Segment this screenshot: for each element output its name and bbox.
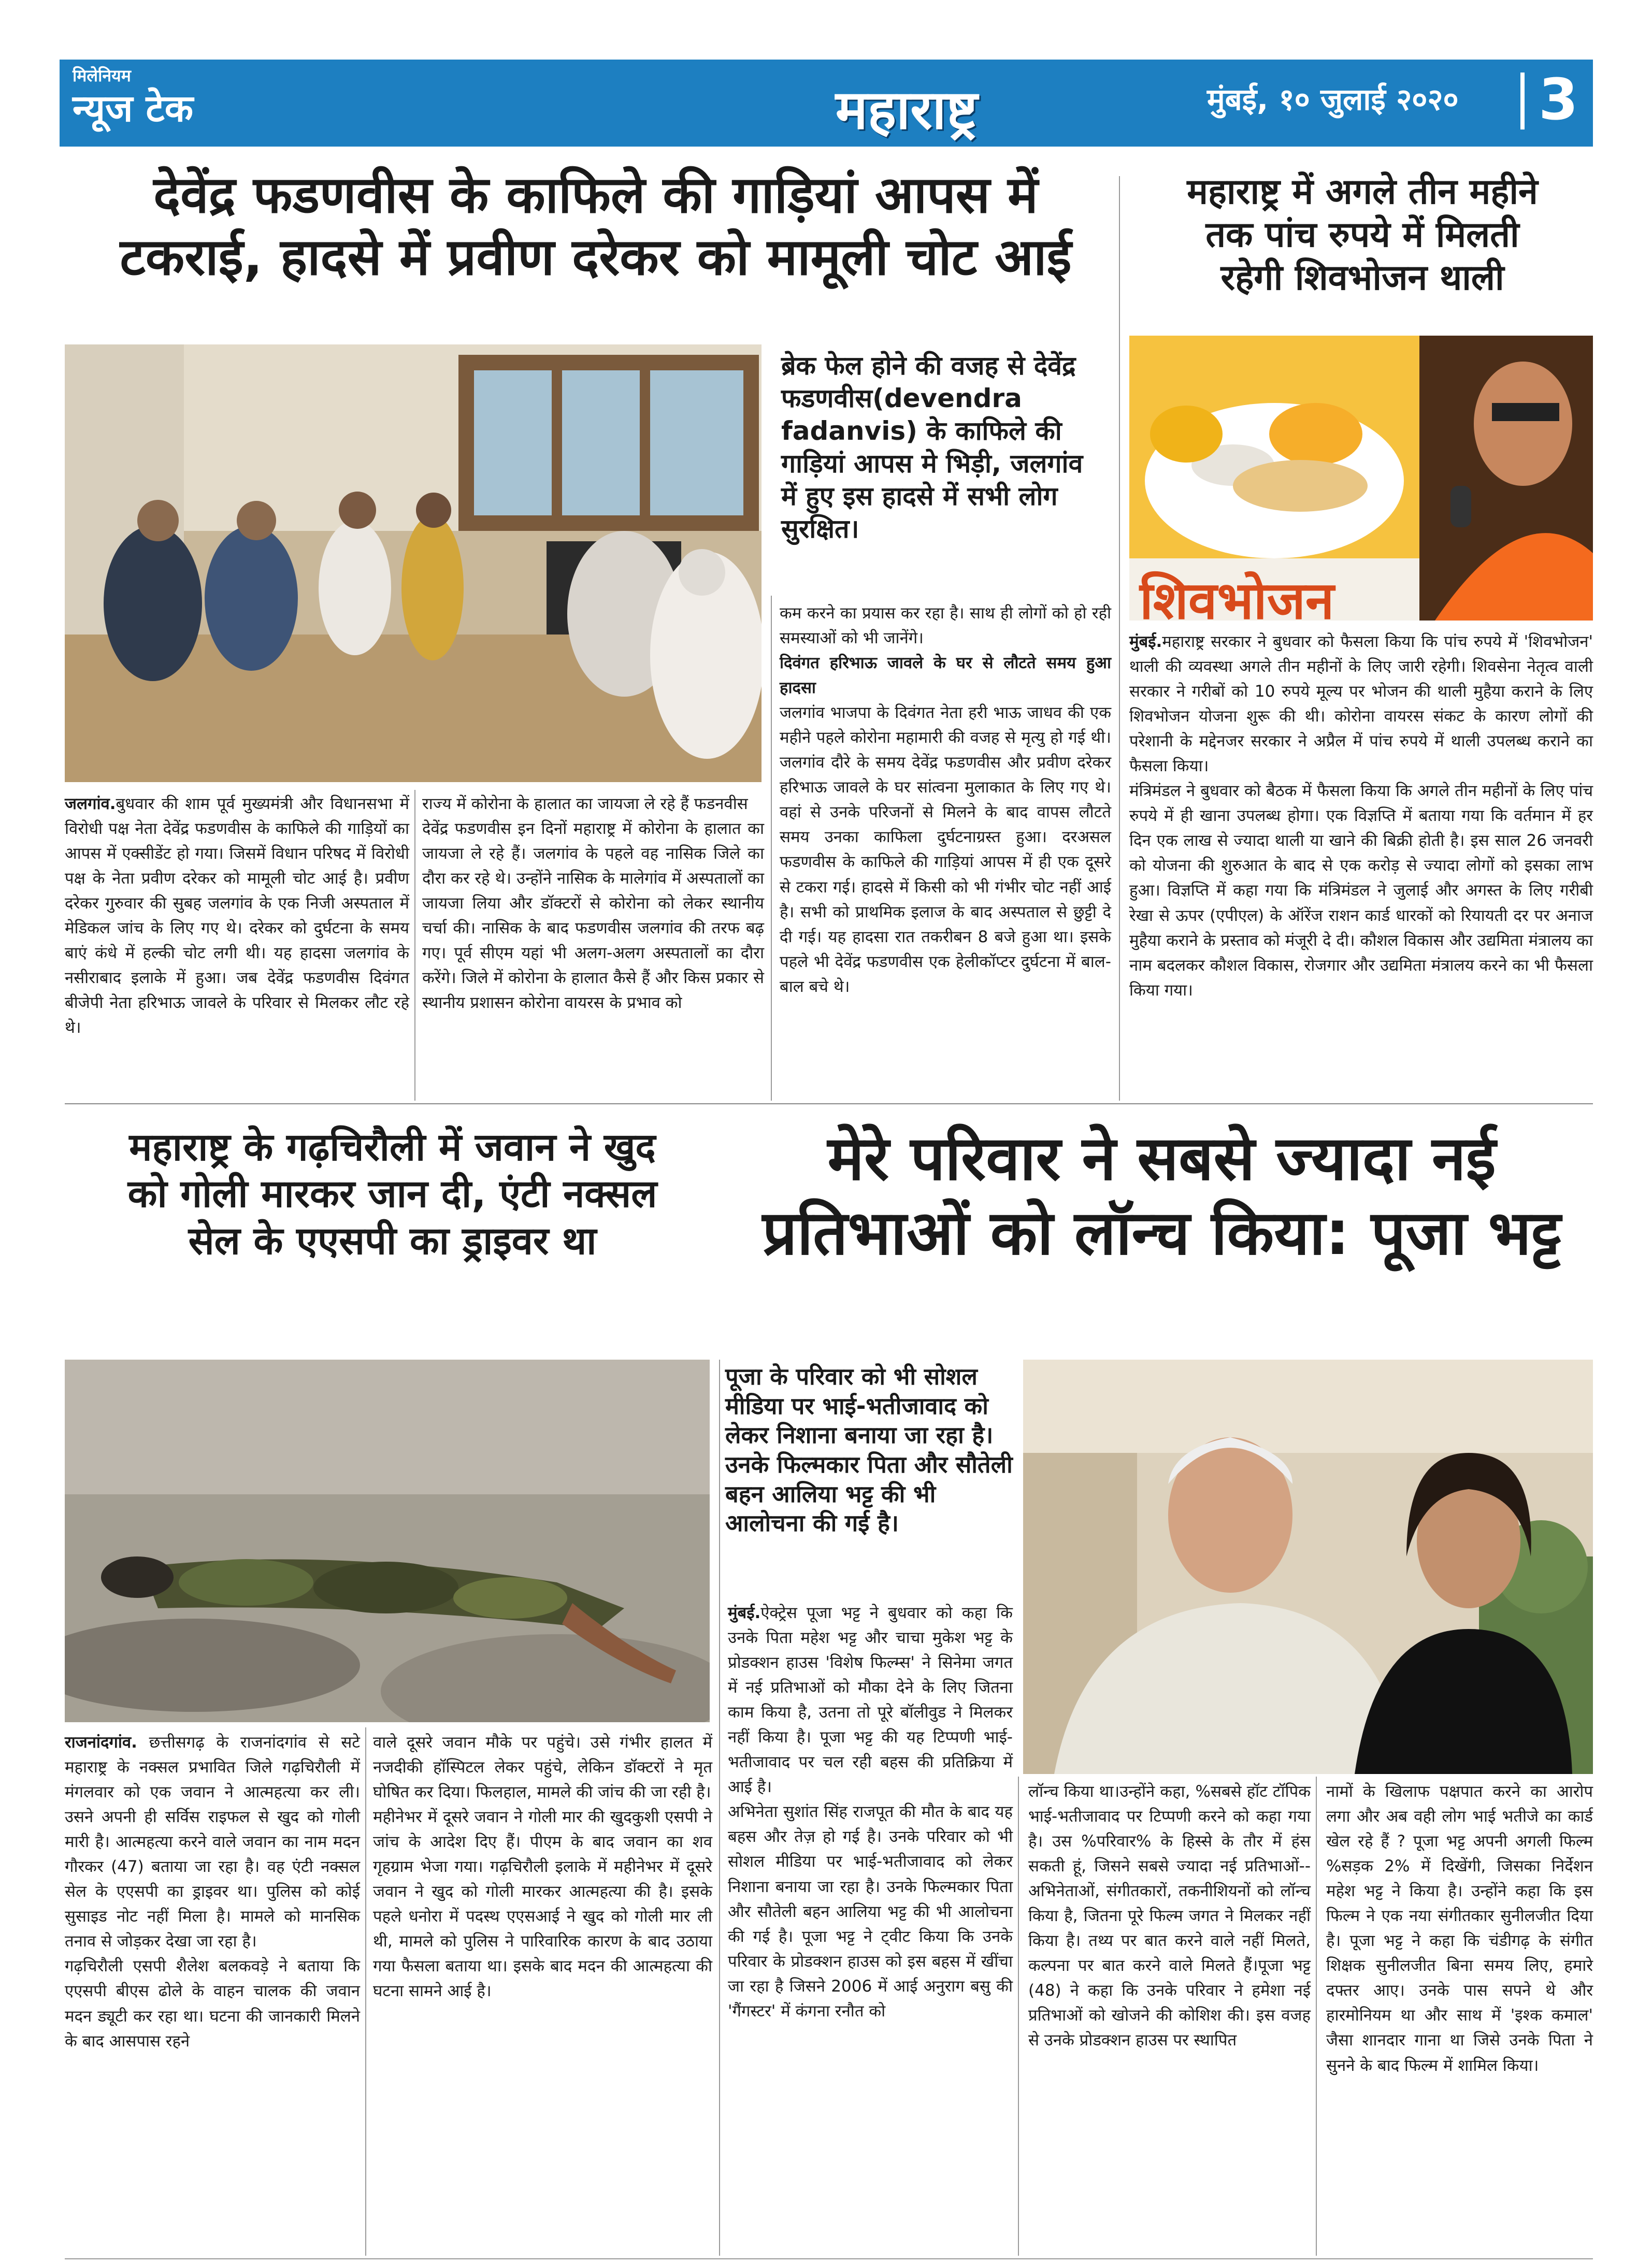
- story1-deck: ब्रेक फेल होने की वजह से देवेंद्र फडणवीस(devendra fadanvis) के काफिले की गाड़ियां आपस मे भिड़ी, जलगांव में हुए इस हादसे में सभी लोग सुरक्षित।: [781, 351, 1083, 544]
- story3-col1-para2: गढ़चिरौली एसपी शैलेश बलकवड़े ने बताया कि एएसपी बीएस ढोले के वाहन चालक की जवान मदन ड्यूटी कर रहा था। घटना की जानकारी मिलने के बाद आसपास रहने: [65, 1957, 360, 2051]
- story4-col1-para1: मुंबई.ऐक्ट्रेस पूजा भट्ट ने बुधवार को कहा कि उनके पिता महेश भट्ट और चाचा मुकेश भट्ट के प्रोडक्शन हाउस 'विशेष फिल्म्स' ने सिनेमा जगत में नई प्रतिभाओं को मौका देने के लिए जितना काम किया है, उतना तो पूरे बॉलीवुड ने मिलकर नहीं किया है। पूजा भट्ट की यह टिप्पणी भाई-भतीजावाद पर चल रही बहस की प्रतिक्रिया में आई है।: [728, 1604, 1013, 1797]
- story4-headline-line2: प्रतिभाओं को लॉन्च किया: पूजा भट्ट: [762, 1196, 1561, 1268]
- story4-dateline: मुंबई.: [728, 1604, 761, 1622]
- story4-headline-line1: मेरे परिवार ने सबसे ज्यादा नई: [827, 1122, 1496, 1194]
- story3-column-1: [65, 1730, 360, 2054]
- column-rule: [1316, 1777, 1317, 2256]
- story3-headline-line3: सेल के एएसपी का ड्राइवर था: [188, 1218, 597, 1263]
- column-rule: [414, 790, 415, 1101]
- story2-para1: मुंबई.महाराष्ट्र सरकार ने बुधवार को फैसला किया कि पांच रुपये में 'शिवभोजन' थाली की व्यवस्था अगले तीन महीनों के लिए जारी रहेगी। शिवसेना नेतृत्व वाली सरकार ने गरीबों को 10 रुपये मूल्य पर भोजन की थाली मुहैया कराने के लिए शिवभोजन योजना शुरू की थी। कोरोना वायरस संकट के कारण लोगों की परेशानी के मद्देनजर सरकार ने अप्रैल में पांच रुपये में थाली उपलब्ध कराने का फैसला किया।: [1129, 632, 1593, 776]
- story1-subhead: दिवंगत हरिभाऊ जावले के घर से लौटते समय हुआ हादसा: [780, 654, 1111, 698]
- story2-headline-line3: रहेगी शिवभोजन थाली: [1220, 257, 1504, 298]
- story4-column-1: [728, 1600, 1013, 2024]
- section-title: महाराष्ट्र: [835, 78, 978, 141]
- story3-headline-line2: को गोली मारकर जान दी, एंटी नक्सल: [127, 1172, 657, 1217]
- column-rule: [1119, 176, 1120, 1101]
- story3-col2-para2: महीनेभर में दूसरे जवान ने गोली मार की खुदकुशी एसपी ने जांच के आदेश दिए हैं। पीएम के बाद जवान का शव गृहग्राम भेजा गया। गढ़चिरौली इलाके में महीनेभर में दूसरे जवान ने खुद को गोली मारकर आत्महत्या की है। इसके पहले धनोरा में पदस्थ एएसआई ने खुद को गोली मार ली थी, मामले को पुलिस ने पारिवारिक कारण के बाद उठाया गया फैसला बताया था। इसके बाद मदन की आत्महत्या की घटना सामने आई है।: [373, 1808, 712, 2001]
- story2-headline-line2: तक पांच रुपये में मिलती: [1205, 214, 1519, 255]
- story1-dateline: जलगांव.: [65, 795, 116, 813]
- story2-photo: [1129, 336, 1593, 621]
- story2-dateline: मुंबई.: [1129, 632, 1162, 651]
- story1-headline-line1: देवेंद्र फडणवीस के काफिले की गाड़ियां आपस में: [153, 166, 1038, 225]
- story2-headline: [1132, 171, 1593, 300]
- brand-name: न्यूज टेक: [73, 86, 194, 130]
- column-rule: [719, 1360, 720, 2256]
- story3-photo: [65, 1360, 710, 1722]
- shivbhojan-logo-text: शिवभोजन: [1140, 570, 1334, 621]
- page-bottom-rule: [65, 2258, 1593, 2259]
- story1-headline-line2: टकराई, हादसे में प्रवीण दरेकर को मामूली चोट आई: [120, 227, 1072, 287]
- story2-column: [1129, 629, 1593, 1003]
- story1-col2-text-a: राज्य में कोरोना के हालात का जायजा ले रहे हैं फडनवीस: [422, 795, 748, 813]
- story3-column-2: [373, 1730, 712, 2004]
- story2-para2: मंत्रिमंडल ने बुधवार को बैठक में फैसला किया कि अगले तीन महीनों के लिए पांच रुपये में ही खाना उपलब्ध होगा। एक विज्ञप्ति में बताया गया कि वर्तमान में हर दिन एक लाख से ज्यादा थाली या खाने की बिक्री होती है। इस साल 26 जनवरी को योजना की शुरुआत के बाद से एक करोड़ से ज्यादा लोगों को इसका लाभ हुआ। विज्ञप्ति में कहा गया कि मंत्रिमंडल ने जुलाई और अगस्त के लिए गरीबी रेखा से ऊपर (एपीएल) के ऑरेंज राशन कार्ड धारकों को रियायती दर पर अनाज मुहैया कराने के प्रस्ताव को मंजूरी दे दी। कौशल विकास और उद्यमिता मंत्रालय का नाम बदलकर कौशल विकास, रोजगार और उद्यमिता मंत्रालय करने का भी फैसला किया गया।: [1129, 782, 1593, 1000]
- section-divider: [65, 1103, 1593, 1104]
- story1-column-3: [780, 601, 1111, 999]
- page-number: 3: [1539, 66, 1578, 133]
- story1-headline: [65, 165, 1127, 289]
- story4-headline: [730, 1121, 1593, 1271]
- page-number-divider: [1520, 73, 1525, 129]
- story4-column-2: लॉन्च किया था।उन्होंने कहा, %सबसे हॉट टॉपिक भाई-भतीजावाद पर टिप्पणी करने को कहा गया है। उस %परिवार% के हिस्से के तौर में हंस सकती हूं, जिसने सबसे ज्यादा नई प्रतिभाओं--अभिनेताओं, संगीतकारों, तकनीशियनों को लॉन्च किया है, जितना पूरे फिल्म जगत ने मिलकर नहीं किया है। तथ्य पर बात करने वाले नहीं मिलते, कल्पना पर बात करने वाले मिलते हैं।पूजा भट्ट (48) ने कहा कि उनके परिवार ने हमेशा नई प्रतिभाओं को खोजने की कोशिश की। इस वजह से उनके प्रोडक्शन हाउस पर स्थापित: [1028, 1782, 1311, 2050]
- story3-dateline: राजनांदगांव.: [65, 1733, 137, 1752]
- story2-headline-line1: महाराष्ट्र में अगले तीन महीने: [1187, 171, 1538, 212]
- column-rule: [1018, 1777, 1019, 2256]
- story4-col1-para2: अभिनेता सुशांत सिंह राजपूत की मौत के बाद यह बहस और तेज़ हो गई है। उनके परिवार को भी सोशल मीडिया पर भाई-भतीजावाद को लेकर निशाना बनाया जा रहा है। उनके फिल्मकार पिता और सौतेली बहन आलिया भट्ट की भी आलोचना की गई है। पूजा भट्ट ने ट्वीट किया कि उनके परिवार के प्रोडक्शन हाउस को इस बहस में खींचा जा रहा है जिसने 2006 में आई अनुराग बसु की 'गैंगस्टर' में कंगना रनौत को: [728, 1802, 1013, 2021]
- story1-column-1: [65, 791, 409, 1040]
- story1-column-2: [422, 791, 764, 1015]
- brand-tagline: मिलेनियम: [73, 66, 131, 85]
- story1-col3-text-a: कम करने का प्रयास कर रहा है। साथ ही लोगों को हो रही समस्याओं को भी जानेंगे।: [780, 604, 1111, 648]
- story1-col1-text: बुधवार की शाम पूर्व मुख्यमंत्री और विधानसभा में विरोधी पक्ष नेता देवेंद्र फडणवीस के काफिले की गाड़ियों का आपस में एक्सीडेंट हो गया। जिसमें विधान परिषद में विरोधी पक्ष के नेता प्रवीण दरेकर को मामूली चोट आई है। प्रवीण दरेकर गुरुवार की सुबह जलगांव के एक निजी अस्पताल में मेडिकल जांच के लिए गए थे। दरेकर को दुर्घटना के समय बाएं कंधे में हल्की चोट लगी थी। यह हादसा जलगांव के नसीराबाद इलाके में हुआ। जब देवेंद्र फडणवीस दिवंगत बीजेपी नेता हरिभाऊ जावले के परिवार से मिलकर लौट रहे थे।: [65, 795, 409, 1037]
- story3-headline-line1: महाराष्ट्र के गढ़चिरौली में जवान ने खुद: [129, 1125, 656, 1170]
- story1-photo: [65, 344, 762, 782]
- story3-headline: [65, 1124, 720, 1264]
- story4-photo: [1023, 1360, 1593, 1774]
- story1-col3-text-b: जलगांव भाजपा के दिवंगत नेता हरी भाऊ जाधव की एक महीने पहले कोरोना महामारी की वजह से मृत्यु हो गई थी। जलगांव दौरे के समय देवेंद्र फडणवीस और प्रवीण दरेकर हरिभाऊ जावले के घर सांत्वना मुलाकात के लिए गए थे। वहां से उनके परिजनों से मिलने के बाद वापस लौटते समय उनका काफिला दुर्घटनाग्रस्त हुआ। दरअसल फडणवीस के काफिले की गाड़ियां आपस में ही एक दूसरे से टकरा गई। हादसे में किसी को भी गंभीर चोट नहीं आई है। सभी को प्राथमिक इलाज के बाद अस्पताल से छुट्टी दे दी गई। यह हादसा रात तकरीबन 8 बजे हुआ था। इसके पहले भी देवेंद्र फडणवीस एक हेलीकॉप्टर दुर्घटना में बाल-बाल बचे थे।: [780, 703, 1111, 996]
- edition-date: मुंबई, १० जुलाई २०२०: [1207, 82, 1459, 117]
- story3-col2-para1: वाले दूसरे जवान मौके पर पहुंचे। उसे गंभीर हालत में नजदीकी हॉस्पिटल लेकर पहुंचे, लेकिन डॉक्टरों ने मृत घोषित कर दिया। फिलहाल, मामले की जांच की जा रही है।: [373, 1733, 712, 1802]
- column-rule: [365, 1727, 366, 2256]
- story4-deck: पूजा के परिवार को भी सोशल मीडिया पर भाई-भतीजावाद को लेकर निशाना बनाया जा रहा है। उनके फिल्मकार पिता और सौतेली बहन आलिया भट्ट की भी आलोचना की गई है।: [725, 1363, 1013, 1537]
- story3-col1-para1: राजनांदगांव. छत्तीसगढ़ के राजनांदगांव से सटे महाराष्ट्र के नक्सल प्रभावित जिले गढ़चिरौली में मंगलवार को एक जवान ने आत्महत्या कर ली। उसने अपनी ही सर्विस राइफल से खुद को गोली मारी है। आत्महत्या करने वाले जवान का नाम मदन गौरकर (47) बताया जा रहा है। वह एंटी नक्सल सेल के एएसपी का ड्राइवर था। पुलिस को कोई सुसाइड नोट नहीं मिला है। मामले को मानसिक तनाव से जोड़कर देखा जा रहा है।: [65, 1733, 360, 1951]
- story4-column-3: नामों के खिलाफ पक्षपात करने का आरोप लगा और अब वही लोग भाई भतीजे का कार्ड खेल रहे हैं ? पूजा भट्ट अपनी अगली फिल्म %सड़क 2% में दिखेंगी, जिसका निर्देशन महेश भट्ट ने किया है। उन्होंने कहा कि इस फिल्म ने एक नया संगीतकार सुनीलजीत दिया है। पूजा भट्ट ने कहा कि चंडीगढ़ के संगीत शिक्षक सुनीलजीत बिना समय लिए, हमारे दफ्तर आए। उनके पास सपने थे और हारमोनियम था और साथ में 'इश्क कमाल' जैसा शानदार गाना था जिसे उनके पिता ने सुनने के बाद फिल्म में शामिल किया।: [1326, 1782, 1593, 2075]
- column-rule: [771, 596, 772, 1101]
- story1-col2-text-b: देवेंद्र फडणवीस इन दिनों महाराष्ट्र में कोरोना के हालात का जायजा ले रहे हैं। जलगांव के पहले वह नासिक जिले का दौरा कर रहे थे। उन्होंने नासिक के मालेगांव में अस्पतालों का जायजा लिया और डॉक्टरों से कोरोना को लेकर स्थानीय चर्चा की। नासिक के बाद फडणवीस जलगांव की तरफ बढ़ गए। पूर्व सीएम यहां भी अलग-अलग अस्पतालों का दौरा करेंगे। जिले में कोरोना के हालात कैसे हैं और किस प्रकार से स्थानीय प्रशासन कोरोना वायरस के प्रभाव को: [422, 819, 764, 1013]
